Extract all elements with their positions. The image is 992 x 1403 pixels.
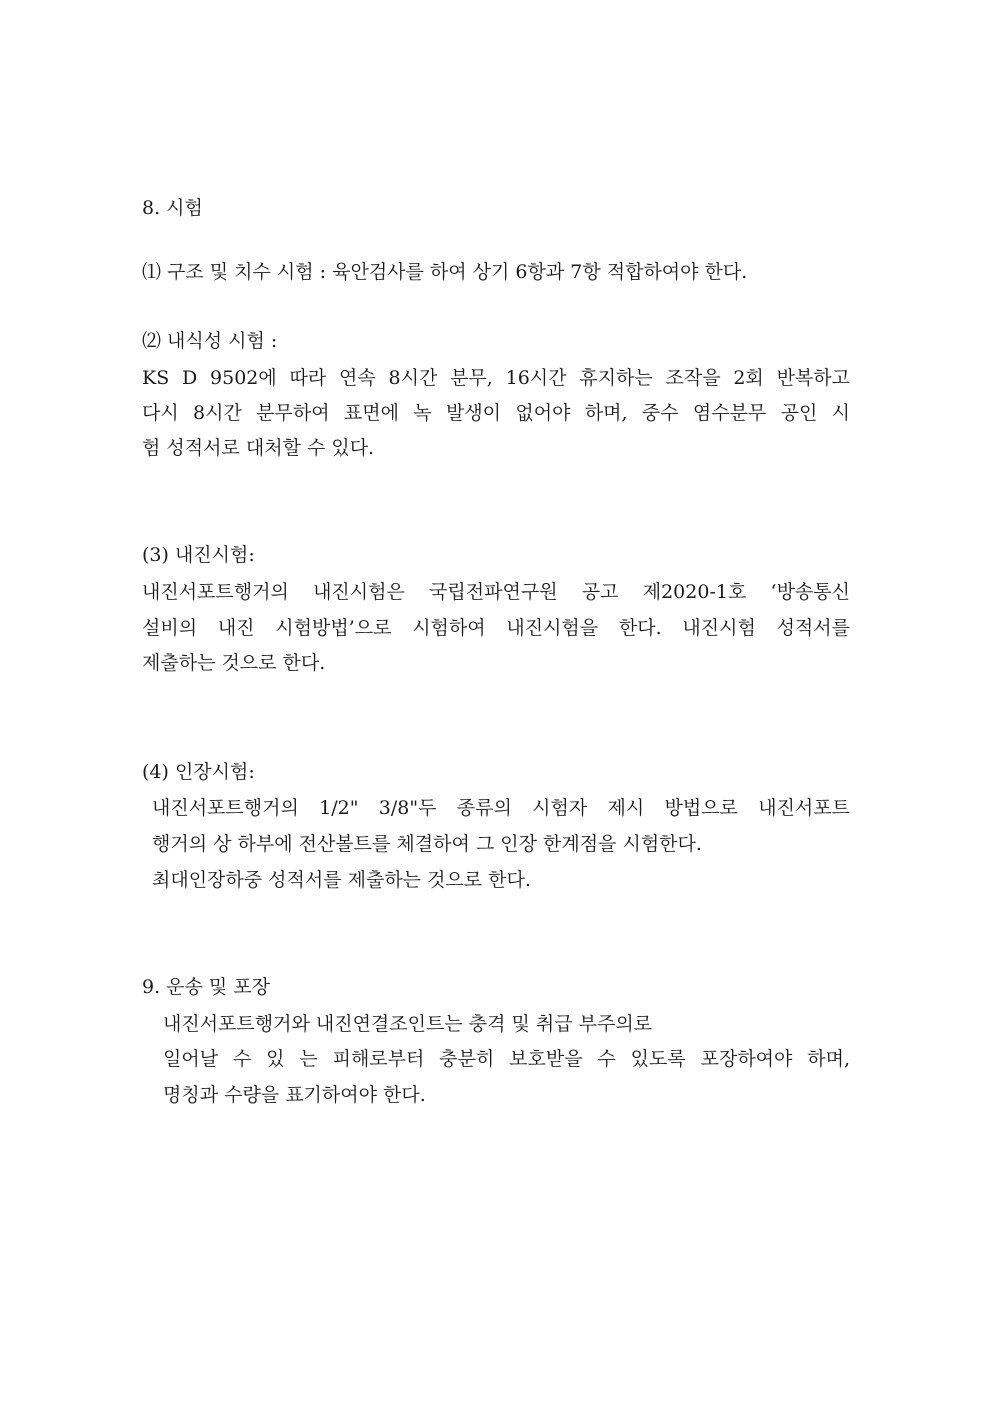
item-4-line-2: 행거의 상 하부에 전산볼트를 체결하여 그 인장 한계점을 시험한다. bbox=[152, 833, 702, 855]
section-9-line-1: 내진서포트행거와 내진연결조인트는 충격 및 취급 부주의로 bbox=[163, 1013, 653, 1035]
section-8-heading: 8. 시험 bbox=[142, 197, 203, 219]
item-3-line-3: 제출하는 것으로 한다. bbox=[142, 652, 326, 674]
item-3-title: (3) 내진시험: bbox=[142, 544, 255, 566]
item-2-line-3: 험 성적서로 대처할 수 있다. bbox=[142, 437, 375, 459]
item-2-title: ⑵ 내식성 시험 : bbox=[142, 330, 278, 352]
section-9-line-3: 명칭과 수량을 표기하여야 한다. bbox=[163, 1084, 426, 1106]
item-4-line-3: 최대인장하중 성적서를 제출하는 것으로 한다. bbox=[152, 869, 531, 891]
item-3-line-2: 설비의 내진 시험방법’으로 시험하여 내진시험을 한다. 내진시험 성적서를 bbox=[142, 617, 850, 639]
item-2-line-2: 다시 8시간 분무하여 표면에 녹 발생이 없어야 하며, 중수 염수분무 공인 시 bbox=[142, 402, 850, 424]
item-2-line-1: KS D 9502에 따라 연속 8시간 분무, 16시간 휴지하는 조작을 2회 반복하고 bbox=[142, 367, 850, 389]
section-9-line-2: 일어날 수 있 는 피해로부터 충분히 보호받을 수 있도록 포장하여야 하며, bbox=[163, 1048, 850, 1070]
section-9-heading: 9. 운송 및 포장 bbox=[142, 976, 271, 998]
item-4-line-1: 내진서포트행거의 1/2" 3/8"두 종류의 시험자 제시 방법으로 내진서포트 bbox=[152, 797, 850, 819]
item-4-title: (4) 인장시험: bbox=[142, 761, 255, 783]
item-3-line-1: 내진서포트행거의 내진시험은 국립전파연구원 공고 제2020-1호 ‘방송통신 bbox=[142, 581, 850, 603]
item-1-structure-test: ⑴ 구조 및 치수 시험 : 육안검사를 하여 상기 6항과 7항 적합하여야 한다. bbox=[142, 261, 748, 283]
